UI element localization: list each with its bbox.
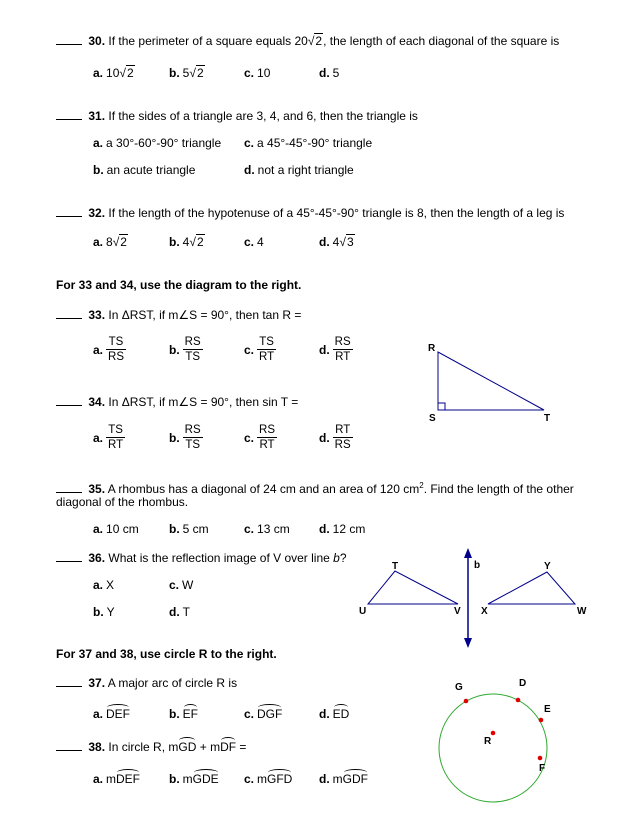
vertex-label-v: V xyxy=(454,606,461,617)
choice-d[interactable]: d. 4√3 xyxy=(319,235,354,249)
question-number: 38. xyxy=(88,740,106,754)
choice-b[interactable]: b. 5 cm xyxy=(169,522,209,536)
question-number: 36. xyxy=(88,551,106,565)
question-37 xyxy=(56,675,237,690)
center-point-r xyxy=(491,731,496,736)
choice-a[interactable]: a. X xyxy=(93,578,115,592)
question-number: 30. xyxy=(88,34,106,48)
question-30 xyxy=(56,33,559,48)
choice-a[interactable]: a. 8√2 xyxy=(93,235,127,249)
choice-d[interactable]: d. 5 xyxy=(319,66,340,80)
choice-d[interactable]: d. mGDF xyxy=(319,772,369,786)
choice-b[interactable]: b. 5√2 xyxy=(169,66,204,80)
choice-d[interactable]: d. $\frac{RS}{RT}$ xyxy=(319,336,351,363)
choice-b[interactable]: b. 4√2 xyxy=(169,235,204,249)
question-stem: If the sides of a triangle are 3, 4, and 6, then the triangle is xyxy=(108,109,418,123)
choice-c[interactable]: c. 4 xyxy=(244,235,264,249)
triangle-xyw xyxy=(488,572,575,604)
reflection-diagram xyxy=(350,545,595,650)
choice-c[interactable]: c. mGFD xyxy=(244,772,293,786)
choice-b[interactable]: b. EF xyxy=(169,707,199,721)
question-stem: In circle R, mGD + mDF = xyxy=(108,740,247,754)
question-number: 33. xyxy=(88,308,106,322)
question-stem: In ΔRST, if m∠S = 90°, then sin T = xyxy=(108,395,299,409)
choice-a[interactable]: a. $\frac{TS}{RS}$ xyxy=(93,336,124,363)
triangle-rst-diagram xyxy=(420,336,560,426)
choice-a[interactable]: a. $\frac{TS}{RT}$ xyxy=(93,424,124,451)
choice-d[interactable]: d. 12 cm xyxy=(319,522,366,536)
question-stem: If the perimeter of a square equals 20√2, the length of each diagonal of the square is xyxy=(108,34,560,48)
choice-c[interactable]: c. $\frac{TS}{RT}$ xyxy=(244,336,275,363)
answer-blank[interactable] xyxy=(56,675,82,687)
vertex-label-w: W xyxy=(577,606,587,617)
arrow-up-icon xyxy=(464,548,472,558)
question-number: 31. xyxy=(88,109,106,123)
question-stem-line2: diagonal of the rhombus. xyxy=(56,495,189,509)
answer-blank[interactable] xyxy=(56,33,82,45)
answer-blank[interactable] xyxy=(56,108,82,120)
question-stem: A rhombus has a diagonal of 24 cm and an area of 120 $cm^2$. Find the length of the other xyxy=(107,481,574,496)
question-number: 34. xyxy=(88,395,106,409)
triangle-shape xyxy=(438,352,544,410)
question-stem: In ΔRST, if m∠S = 90°, then tan R = xyxy=(108,308,302,322)
question-number: 37. xyxy=(88,676,106,690)
point-label-r: R xyxy=(484,736,492,747)
point-d xyxy=(516,698,521,703)
section-heading: For 33 and 34, use the diagram to the right. xyxy=(56,278,302,292)
question-stem: If the length of the hypotenuse of a 45°-45°-90° triangle is 8, then the length of a leg is xyxy=(108,206,565,220)
vertex-label-t: T xyxy=(392,561,399,572)
choice-b[interactable]: b. $\frac{RS}{TS}$ xyxy=(169,336,201,363)
vertex-label-u: U xyxy=(359,606,367,617)
triangle-tuv xyxy=(368,571,458,604)
vertex-label-y: Y xyxy=(544,561,551,572)
line-label-b: b xyxy=(474,560,481,571)
answer-blank[interactable] xyxy=(56,205,82,217)
choice-d[interactable]: d. not a right triangle xyxy=(244,163,354,177)
point-g xyxy=(464,699,469,704)
choice-a[interactable]: a. a 30°-60°-90° triangle xyxy=(93,136,222,150)
choice-d[interactable]: d. ED xyxy=(319,707,350,721)
answer-blank[interactable] xyxy=(56,307,82,319)
choice-c[interactable]: c. 10 xyxy=(244,66,271,80)
circle-r-diagram xyxy=(435,672,565,812)
point-label-d: D xyxy=(519,678,527,689)
vertex-label-s: S xyxy=(429,413,436,424)
question-38 xyxy=(56,739,246,754)
circle-r xyxy=(439,694,547,802)
choice-c[interactable]: c. 13 cm xyxy=(244,522,290,536)
point-label-e: E xyxy=(544,704,551,715)
vertex-label-x: X xyxy=(481,606,488,617)
question-stem: A major arc of circle R is xyxy=(107,676,238,690)
question-31 xyxy=(56,108,418,123)
answer-blank[interactable] xyxy=(56,550,82,562)
choice-d[interactable]: d. T xyxy=(169,605,191,619)
right-angle-mark xyxy=(438,403,445,410)
vertex-label-r: R xyxy=(428,343,436,354)
choice-d[interactable]: d. $\frac{RT}{RS}$ xyxy=(319,424,351,451)
question-stem: What is the reflection image of V over line b? xyxy=(108,551,347,565)
choice-c[interactable]: c. W xyxy=(169,578,194,592)
question-32 xyxy=(56,205,564,220)
answer-blank[interactable] xyxy=(56,394,82,406)
choice-a[interactable]: a. 10√2 xyxy=(93,66,134,80)
point-label-g: G xyxy=(455,682,463,693)
section-heading: For 37 and 38, use circle R to the right. xyxy=(56,647,277,661)
vertex-label-t: T xyxy=(544,413,551,424)
choice-b[interactable]: b. mGDE xyxy=(169,772,219,786)
question-number: 35. xyxy=(88,482,106,496)
point-e xyxy=(539,718,544,723)
choice-a[interactable]: a. 10 cm xyxy=(93,522,139,536)
choice-c[interactable]: c. a 45°-45°-90° triangle xyxy=(244,136,373,150)
question-35 xyxy=(56,481,574,496)
question-36 xyxy=(56,550,347,565)
answer-blank[interactable] xyxy=(56,739,82,751)
answer-blank[interactable] xyxy=(56,481,82,493)
choice-c[interactable]: c. $\frac{RS}{RT}$ xyxy=(244,424,275,451)
choice-b[interactable]: b. Y xyxy=(93,605,115,619)
point-label-f: F xyxy=(539,763,546,774)
choice-a[interactable]: a. mDEF xyxy=(93,772,141,786)
question-34 xyxy=(56,394,298,409)
point-f xyxy=(538,756,543,761)
choice-a[interactable]: a. DEF xyxy=(93,707,131,721)
choice-b[interactable]: b. $\frac{RS}{TS}$ xyxy=(169,424,201,451)
choice-c[interactable]: c. DGF xyxy=(244,707,283,721)
question-33 xyxy=(56,307,301,322)
arrow-down-icon xyxy=(464,638,472,648)
choice-b[interactable]: b. an acute triangle xyxy=(93,163,196,177)
question-number: 32. xyxy=(88,206,106,220)
